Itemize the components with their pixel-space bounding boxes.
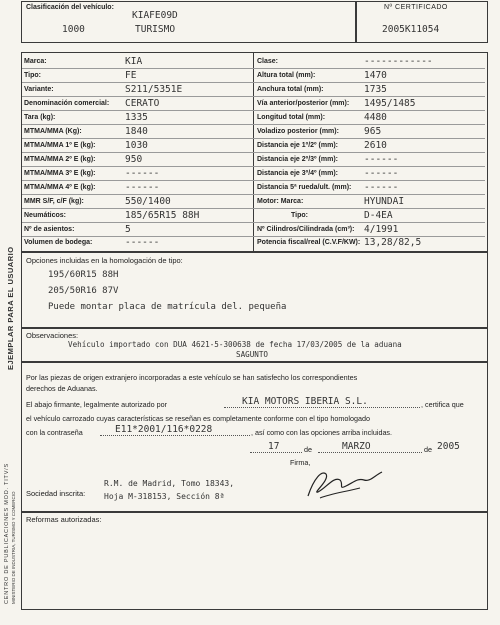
- row-line: [22, 124, 485, 125]
- row-line: [22, 96, 485, 97]
- field-value: CERATO: [125, 98, 160, 109]
- declaracion-p1: Por las piezas de origen extranjero incorporadas a este vehículo se han satisfecho los correspondientes: [26, 373, 358, 382]
- row-line: [22, 110, 485, 111]
- field-label: Volumen de bodega:: [24, 239, 93, 246]
- row-line: [22, 236, 485, 237]
- field-label: Distancia eje 2º/3º (mm):: [257, 156, 338, 163]
- opcion-line: 205/50R16 87V: [48, 286, 119, 296]
- field-value: ------: [364, 168, 399, 179]
- opcion-line: Puede montar placa de matrícula del. pequeña: [48, 302, 287, 312]
- observaciones-line2: SAGUNTO: [236, 350, 269, 359]
- field-value: D-4EA: [364, 210, 393, 221]
- declaracion-p4b: , así como con las opciones arriba incluidas.: [251, 428, 393, 437]
- field-label: Distancia 5ª rueda/ult. (mm):: [257, 184, 352, 191]
- field-value: ------: [125, 168, 160, 179]
- field-value: 13,28/82,5: [364, 237, 422, 248]
- field-label: Vía anterior/posterior (mm):: [257, 100, 350, 107]
- field-label: MTMA/MMA 3º E (kg):: [24, 170, 96, 177]
- reformas-box: [21, 512, 488, 610]
- field-value: ------: [125, 237, 160, 248]
- certificado-value: 2005K11054: [382, 24, 440, 35]
- row-line: [22, 68, 485, 69]
- field-value: ------: [364, 154, 399, 165]
- field-label: Variante:: [24, 86, 54, 93]
- declaracion-p1b: derechos de Aduanas.: [26, 384, 98, 393]
- ejemplar-side-text: EJEMPLAR PARA EL USUARIO: [6, 246, 15, 370]
- field-label: MTMA/MMA (Kg):: [24, 128, 82, 135]
- field-value: 1840: [125, 126, 148, 137]
- field-value: 4/1991: [364, 224, 399, 235]
- declaracion-code: E11*2001/116*0228: [115, 424, 213, 435]
- row-line: [22, 180, 485, 181]
- field-value: ------: [364, 182, 399, 193]
- observaciones-line1: Vehículo importado con DUA 4621-5-300638 de fecha 17/03/2005 de la aduana: [68, 340, 402, 349]
- field-label: Longitud total (mm):: [257, 114, 326, 121]
- field-value: 965: [364, 126, 382, 137]
- field-label: MTMA/MMA 4º E (kg):: [24, 184, 96, 191]
- field-label: Altura total (mm):: [257, 72, 316, 79]
- field-label: Denominación comercial:: [24, 100, 110, 107]
- code-underline: [100, 435, 250, 436]
- month-underline: [318, 452, 422, 453]
- field-value: 2610: [364, 140, 387, 151]
- opciones-label: Opciones incluidas en la homologación de tipo:: [26, 256, 183, 265]
- field-value: KIA: [125, 56, 143, 67]
- sociedad-line2: Hoja M-318153, Sección 8ª: [104, 492, 225, 501]
- field-value: 1735: [364, 84, 387, 95]
- field-label: Anchura total (mm):: [257, 86, 324, 93]
- row-line: [22, 152, 485, 153]
- field-value: S211/5351E: [125, 84, 183, 95]
- declaracion-p4a: con la contraseña: [26, 428, 83, 437]
- declaracion-company: KIA MOTORS IBERIA S.L.: [242, 396, 368, 407]
- field-value: ------: [125, 182, 160, 193]
- declaracion-p2a: El abajo firmante, legalmente autorizado por: [26, 400, 168, 409]
- field-label: Nº Cilindros/Cilindrada (cm³):: [257, 226, 355, 233]
- field-label: Voladizo posterior (mm):: [257, 128, 339, 135]
- clasificacion-code: KIAFE09D: [132, 10, 178, 21]
- field-value: 185/65R15 88H: [125, 210, 200, 221]
- fecha-month: MARZO: [342, 441, 371, 452]
- fecha-year: 2005: [437, 441, 460, 452]
- row-line: [22, 82, 485, 83]
- fecha-de1: de: [304, 445, 312, 454]
- signature-image: [300, 458, 390, 503]
- field-label: Clase:: [257, 58, 279, 65]
- field-label: Marca:: [24, 58, 47, 65]
- reformas-label: Reformas autorizadas:: [26, 515, 102, 524]
- field-label: MTMA/MMA 2º E (kg):: [24, 156, 96, 163]
- company-underline: [224, 407, 420, 408]
- field-value: 950: [125, 154, 143, 165]
- fecha-de2: de: [424, 445, 432, 454]
- row-line: [22, 208, 485, 209]
- row-line: [22, 222, 485, 223]
- field-label: MTMA/MMA 1º E (kg):: [24, 142, 96, 149]
- field-value: 4480: [364, 112, 387, 123]
- row-line: [22, 138, 485, 139]
- field-value: 1335: [125, 112, 148, 123]
- field-value: HYUNDAI: [364, 196, 405, 207]
- field-value: 550/1400: [125, 196, 171, 207]
- field-value: 1030: [125, 140, 148, 151]
- field-label: Potencia fiscal/real (C.V.F/KW):: [257, 239, 361, 246]
- field-label: Tipo:: [24, 72, 41, 79]
- clasificacion-label: Clasificación del vehículo:: [26, 4, 114, 11]
- firma-label: Firma,: [290, 458, 311, 467]
- clasificacion-tipo: TURISMO: [135, 24, 176, 35]
- declaracion-p2b: , certifica que: [421, 400, 464, 409]
- field-label: MMR S/F, c/F (kg):: [24, 198, 84, 205]
- centro-side-text: CENTRO DE PUBLICACIONES MOD. TITV/S: [4, 463, 10, 604]
- field-value: 5: [125, 224, 131, 235]
- field-value: FE: [125, 70, 137, 81]
- field-label: Distancia eje 1º/2º (mm):: [257, 142, 338, 149]
- row-line: [22, 166, 485, 167]
- clasificacion-num: 1000: [62, 24, 85, 35]
- opcion-line: 195/60R15 88H: [48, 270, 119, 280]
- row-line: [22, 194, 485, 195]
- field-value: 1470: [364, 70, 387, 81]
- field-label: Nº de asientos:: [24, 226, 75, 233]
- observaciones-label: Observaciones:: [26, 331, 79, 340]
- field-label: Tara (kg):: [24, 114, 56, 121]
- field-label: Tipo:: [291, 212, 308, 219]
- sociedad-line1: R.M. de Madrid, Tomo 18343,: [104, 479, 235, 488]
- ministerio-side-text: MINISTERIO DE INDUSTRIA, TURISMO Y COMERCIO: [11, 491, 16, 604]
- certificado-label: Nº CERTIFICADO: [384, 4, 448, 11]
- field-value: 1495/1485: [364, 98, 416, 109]
- field-label: Motor: Marca:: [257, 198, 304, 205]
- sociedad-label: Sociedad inscrita:: [26, 489, 86, 498]
- declaracion-p3: el vehículo carrozado cuyas características se reseñan es completamente conforme con el tipo homologado: [26, 414, 370, 423]
- fecha-day: 17: [268, 441, 280, 452]
- field-value: ------------: [364, 56, 433, 67]
- day-underline: [250, 452, 302, 453]
- field-label: Distancia eje 3º/4º (mm):: [257, 170, 338, 177]
- field-label: Neumáticos:: [24, 212, 67, 219]
